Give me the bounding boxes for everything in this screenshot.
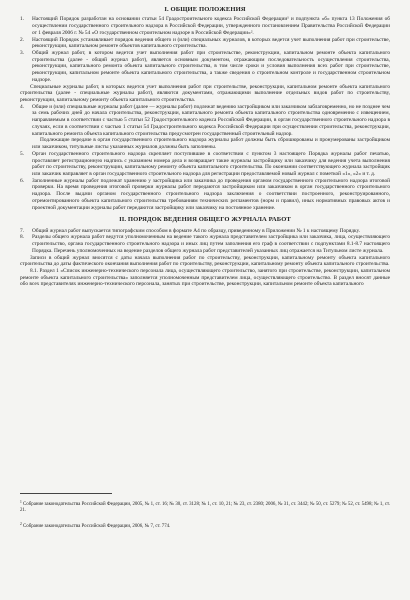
- paragraph-5: [20, 151, 390, 178]
- section-2-title: II. ПОРЯДОК ВЕДЕНИЯ ОБЩЕГО ЖУРНАЛА РАБОТ: [119, 216, 291, 224]
- paragraph-8: [20, 234, 390, 254]
- paragraph-number: 3.: [20, 50, 25, 56]
- footnote-marker: 1: [20, 500, 22, 504]
- paragraph-8-continuation: Записи в общий журнал вносятся с даты начала выполнения работ по строительству, реконструкции, капитальному ремонту объекта капитального строительства до даты фактического окончания выполнения работ по строительству, реконструкции, капитальному ремонту объекта капитального строительства.: [20, 254, 390, 268]
- paragraph-number: 2.: [20, 36, 25, 43]
- paragraph-number: 4.: [20, 103, 25, 110]
- section-1-title: I. ОБЩИЕ ПОЛОЖЕНИЯ: [164, 6, 246, 13]
- paragraph-3-continuation: Специальные журналы работ, в которых ведется учет выполнения работ при строительстве, реконструкции, капитальном ремонте объекта капитального строительства (далее - специальные журналы работ), являются документами, отражающими выполнение отдельных видов работ по строительству, реконструкции, капитальному ремонту объекта капитального строительства.: [20, 83, 390, 104]
- paragraph-2: [20, 37, 390, 50]
- paragraph-3: [20, 50, 390, 84]
- paragraph-6-text: Заполненные журналы работ подлежат хранению у застройщика или заказчика до проведения органом государственного строительного надзора итоговой проверки. На время проведения итоговой проверки журналы работ передаются застройщиком или заказчиком в орган государственного строительного надзора. После выдачи органом государственного строительного надзора заключения о соответствии построенного, реконструированного, отремонтированного объекта капитального строительства требованиям технических регламентов (норм и правил), иных нормативных правовых актов и проектной документации журналы работ передаются застройщику или заказчику на постоянное хранение.: [32, 177, 390, 211]
- paragraph-8-text: Разделы общего журнала работ ведутся уполномоченным на ведение такого журнала представителем застройщика или заказчика, лица, осуществляющего строительство, органа государственного строительного надзора и иных лиц путем заполнения его граф в соответствии с подпунктами 8.1-8.7 настоящего Порядка. Перечень уполномоченных на ведение разделов общего журнала работ представителей указанных лиц отражается на Титульном листе журнала.: [32, 234, 390, 254]
- footnote-1: [20, 499, 390, 515]
- footnote-2-text: Собрание законодательства Российской Федерации, 2006, № 7, ст. 774.: [23, 523, 171, 529]
- paragraph-number: 5.: [20, 150, 25, 157]
- paragraph-number: 7.: [20, 227, 25, 234]
- paragraph-2-text: Настоящий Порядок устанавливает порядок ведения общего и (или) специальных журналов, в которых ведется учет выполнения работ при строительстве, реконструкции, капитальном ремонте объектов капитального строительства.: [32, 36, 390, 50]
- paragraph-number: 1.: [20, 16, 25, 23]
- paragraph-6: [20, 178, 390, 212]
- paragraph-7-text: Общий журнал работ выпускается типографским способом в формате А4 по образцу, приведенному в Приложении № 1 к настоящему Порядку.: [32, 227, 360, 234]
- paragraph-1-text: Настоящий Порядок разработан на основании статьи 54 Градостроительного кодекса Российской Федерации¹ и подпункта «б» пункта 13 Положения об осуществлении государственного строительного надзора в Российской Федерации, утвержденного постановлением Правительства Российской Федерации от 1 февраля 2006 г. № 54 «О государственном строительном надзоре в Российской Федерации»².: [32, 16, 390, 36]
- footnote-2: [20, 521, 390, 530]
- paragraph-number: 8.: [20, 234, 25, 241]
- paragraph-1: [20, 16, 390, 36]
- paragraph-4-text: Общие и (или) специальные журналы работ (далее — журналы работ) подлежат ведению застройщиком или заказчиком заблаговременно, но не позднее чем за семь рабочих дней до начала строительства, реконструкции, капитального ремонта объекта капитального строительства одновременно с извещением, направляемым в соответствии с частью 5 статьи 52 Градостроительного кодекса Российской Федерации, в орган государственного строительного надзора в случаях, если в соответствии с частью 1 статьи 54 Градостроительного кодекса Российской Федерации при осуществлении строительства, реконструкции, капитального ремонта объекта капитального строительства предусмотрен государственный строительный надзор.: [32, 103, 391, 137]
- footnote-1-text: Собрание законодательства Российской Федерации, 2005, № 1, ст. 16; № 30, ст. 3128; № 1, ст. 10, 21; № 23, ст. 2380; 2006, № 31, ст. 3442; № 50, ст. 5279; № 52, ст. 5498; № 1, ст. 21.: [20, 502, 390, 514]
- paragraph-3-text: Общий журнал работ, в котором ведется учет выполнения работ при строительстве, реконструкции, капитальном ремонте объекта капитального строительства (далее - общий журнал работ), является основным документом, отражающим последовательность осуществления строительства, реконструкции, капитального ремонта объекта капитального строительства, в том числе сроки и условия выполнения всех работ при строительстве, реконструкции, капитальном ремонте объекта капитального строительства, а также сведения о строительном контроле и государственном строительном надзоре.: [32, 50, 390, 83]
- paragraph-8-1: 8.1. Раздел 1 «Список инженерно-технического персонала лица, осуществляющего строительство, занятого при строительстве, реконструкции, капитальном ремонте объекта капитального строительства» заполняется уполномоченным представителем лица, осуществляющего строительство. В раздел вносят данные обо всех представителях инженерно-технического персонала, занятых при строительстве, реконструкции, капитальном ремонте объекта капитального: [20, 267, 390, 288]
- paragraph-number: 6.: [20, 177, 25, 184]
- footnote-marker: 2: [20, 521, 22, 526]
- paragraph-4: [20, 104, 390, 138]
- footnote-divider: [20, 493, 112, 494]
- footnotes: [20, 493, 390, 536]
- paragraph-4-continuation: Подлежащие передаче в орган государственного строительного надзора журналы работ должны быть сброшюрованы и пронумерованы застройщиком или заказчиком, титульные листы указанных журналов должны быть заполнены.: [32, 137, 390, 151]
- paragraph-5-text: Орган государственного строительного надзора скрепляет поступившие в соответствии с пунктом 3 настоящего Порядка журналы работ печатью, проставляет регистрационную надпись с указанием номера дела и возвращает такие журналы застройщику или заказчику для ведения учета выполнения работ по строительству, реконструкции, капитальному ремонту объекта капитального строительства. По окончании соответствующего журнала застройщик или заказчик направляет в орган государственного строительного надзора для регистрации предоставляемой новый журнал с пометкой «1», «2» и т. д.: [32, 150, 390, 177]
